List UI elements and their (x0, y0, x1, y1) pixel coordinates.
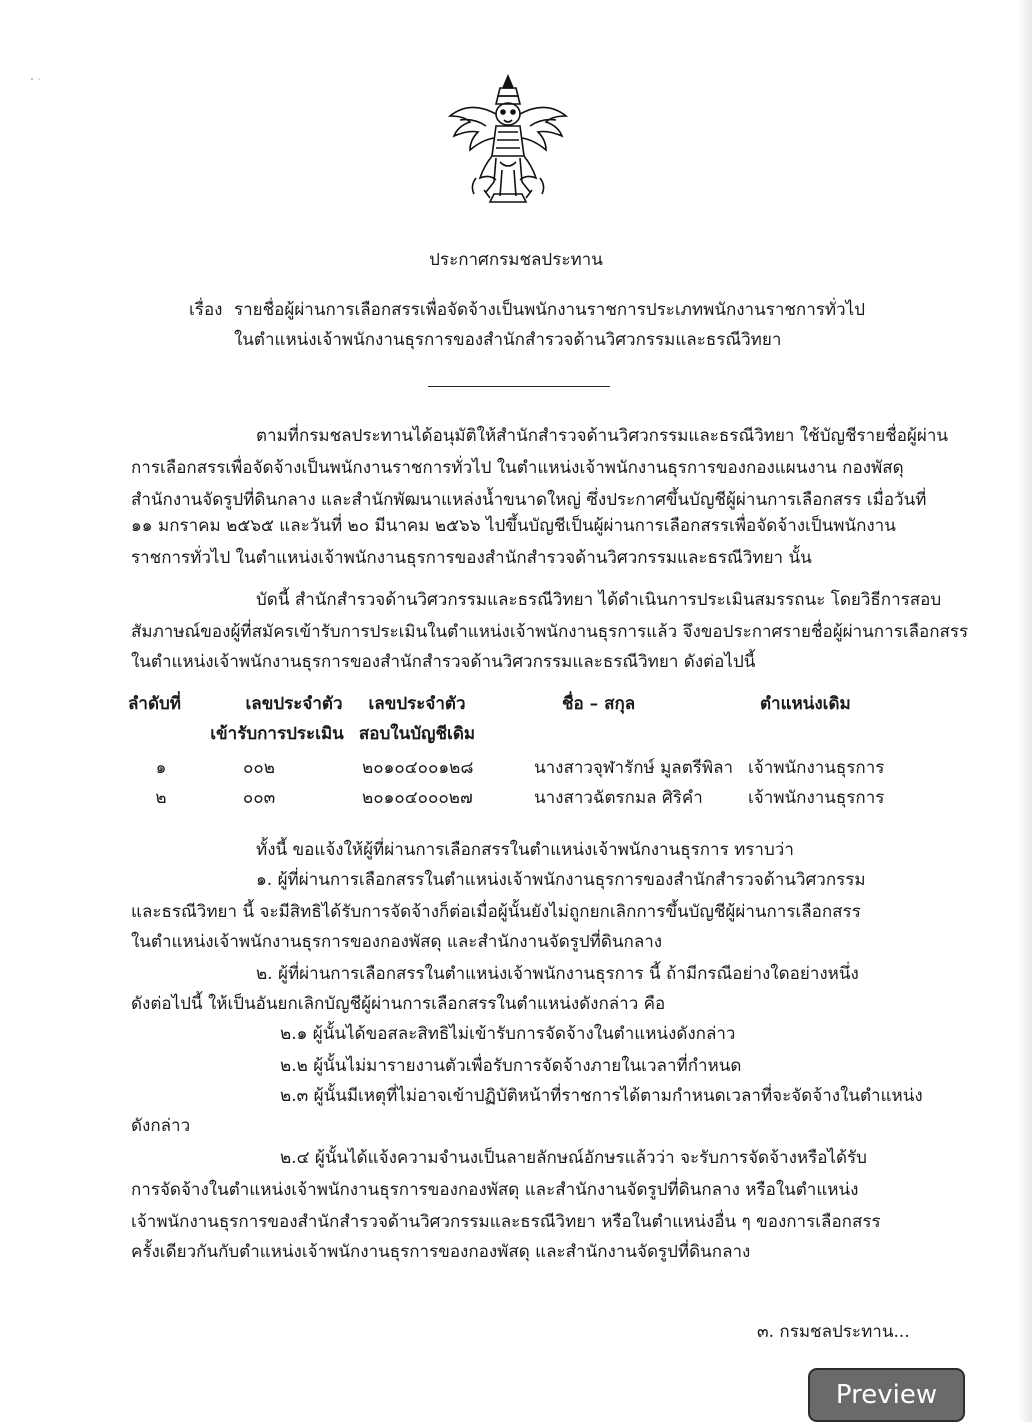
preview-button[interactable]: Preview (808, 1368, 965, 1422)
item-2-4-line: การจัดจ้างในตำแหน่งเจ้าพนักงานธุรการของกองพัสดุ และสำนักงานจัดรูปที่ดินกลาง หรือในตำแหน่ง (131, 1180, 859, 1200)
table-row-order: ๒ (155, 788, 167, 808)
item-1-line: และธรณีวิทยา นี้ จะมีสิทธิได้รับการจัดจ้างก็ต่อเมื่อผู้นั้นยังไม่ถูกยกเลิกการขึ้นบัญชีผู้ผ่านการเลือกสรร (131, 902, 861, 922)
table-header-name: ชื่อ – สกุล (562, 694, 636, 714)
paragraph-1-line: สำนักงานจัดรูปที่ดินกลาง และสำนักพัฒนาแหล่งน้ำขนาดใหญ่ ซึ่งประกาศขึ้นบัญชีผู้ผ่านการเลือกสรร เมื่อวันที่ (131, 490, 927, 510)
table-row-exam-id: ๒๐๑๐๔๐๐๑๒๘ (362, 758, 474, 778)
table-row-position: เจ้าพนักงานธุรการ (748, 788, 885, 808)
table-row-position: เจ้าพนักงานธุรการ (748, 758, 885, 778)
paragraph-1-line: ๑๑ มกราคม ๒๕๖๕ และวันที่ ๒๐ มีนาคม ๒๕๖๖ ไปขึ้นบัญชีเป็นผู้ผ่านการเลือกสรรเพื่อจัดจ้างเป็นพนักงาน (131, 516, 896, 536)
paragraph-2-line: ในตำแหน่งเจ้าพนักงานธุรการของสำนักสำรวจด้านวิศวกรรมและธรณีวิทยา ดังต่อไปนี้ (131, 652, 756, 672)
table-row-eval-id: ๐๐๒ (243, 758, 275, 778)
table-header-exam-id-sub: สอบในบัญชีเดิม (358, 724, 476, 744)
table-header-eval-id: เลขประจำตัว (245, 694, 343, 714)
subject-line-2: ในตำแหน่งเจ้าพนักงานธุรการของสำนักสำรวจด้านวิศวกรรมและธรณีวิทยา (234, 330, 782, 350)
paragraph-2-line: สัมภาษณ์ของผู้ที่สมัครเข้ารับการประเมินในตำแหน่งเจ้าพนักงานธุรการแล้ว จึงขอประกาศรายชื่อผู้ผ่านการเลือกสรร (131, 622, 969, 642)
paragraph-1-line: ราชการทั่วไป ในตำแหน่งเจ้าพนักงานธุรการของสำนักสำรวจด้านวิศวกรรมและธรณีวิทยา นั้น (131, 548, 812, 568)
garuda-emblem-icon (440, 70, 576, 206)
table-header-order: ลำดับที่ (128, 694, 182, 714)
table-row-order: ๑ (155, 758, 167, 778)
item-2-line: ดังต่อไปนี้ ให้เป็นอันยกเลิกบัญชีผู้ผ่านการเลือกสรรในตำแหน่งดังกล่าว คือ (131, 994, 666, 1014)
item-2-line: ๒. ผู้ที่ผ่านการเลือกสรรในตำแหน่งเจ้าพนักงานธุรการ นี้ ถ้ามีกรณีอย่างใดอย่างหนึ่ง (256, 964, 859, 984)
table-header-position: ตำแหน่งเดิม (760, 694, 851, 714)
page-edge-shadow (1018, 0, 1032, 1422)
paragraph-2-line: บัดนี้ สำนักสำรวจด้านวิศวกรรมและธรณีวิทยา ได้ดำเนินการประเมินสมรรถนะ โดยวิธีการสอบ (256, 590, 942, 610)
paragraph-1-line: ตามที่กรมชลประทานได้อนุมัติให้สำนักสำรวจด้านวิศวกรรมและธรณีวิทยา ใช้บัญชีรายชื่อผู้ผ่าน (256, 426, 949, 446)
item-2-2: ๒.๒ ผู้นั้นไม่มารายงานตัวเพื่อรับการจัดจ้างภายในเวลาที่กำหนด (280, 1056, 742, 1076)
subject-label: เรื่อง (189, 300, 223, 320)
item-1-line: ในตำแหน่งเจ้าพนักงานธุรการของกองพัสดุ และสำนักงานจัดรูปที่ดินกลาง (131, 932, 663, 952)
subject-line-1: รายชื่อผู้ผ่านการเลือกสรรเพื่อจัดจ้างเป็นพนักงานราชการประเภทพนักงานราชการทั่วไป (234, 300, 865, 320)
notice-line: ทั้งนี้ ขอแจ้งให้ผู้ที่ผ่านการเลือกสรรในตำแหน่งเจ้าพนักงานธุรการ ทราบว่า (256, 840, 794, 860)
table-header-eval-id-sub: เข้ารับการประเมิน (210, 724, 344, 744)
item-2-3-line: ๒.๓ ผู้นั้นมีเหตุที่ไม่อาจเข้าปฏิบัติหน้าที่ราชการได้ตามกำหนดเวลาที่จะจัดจ้างในตำแหน่ง (280, 1086, 923, 1106)
item-2-4-line: ๒.๔ ผู้นั้นได้แจ้งความจำนงเป็นลายลักษณ์อักษรแล้วว่า จะรับการจัดจ้างหรือได้รับ (280, 1148, 867, 1168)
item-2-3-line: ดังกล่าว (131, 1116, 191, 1136)
table-row-exam-id: ๒๐๑๐๔๐๐๐๒๗ (362, 788, 473, 808)
table-header-exam-id: เลขประจำตัว (368, 694, 466, 714)
item-2-4-line: ครั้งเดียวกันกับตำแหน่งเจ้าพนักงานธุรการของกองพัสดุ และสำนักงานจัดรูปที่ดินกลาง (131, 1242, 751, 1262)
document-heading: ประกาศกรมชลประทาน (429, 250, 603, 270)
table-row-name: นางสาวฉัตรกมล ศิริคำ (534, 788, 703, 808)
table-row-name: นางสาวจุฬารักษ์ มูลตรีพิลา (534, 758, 734, 778)
scan-speck (30, 66, 44, 70)
table-row-eval-id: ๐๐๓ (242, 788, 276, 808)
item-2-1: ๒.๑ ผู้นั้นได้ขอสละสิทธิไม่เข้ารับการจัดจ้างในตำแหน่งดังกล่าว (280, 1024, 736, 1044)
continuation-marker: ๓. กรมชลประทาน... (757, 1322, 910, 1342)
paragraph-1-line: การเลือกสรรเพื่อจัดจ้างเป็นพนักงานราชการทั่วไป ในตำแหน่งเจ้าพนักงานธุรการของกองแผนงาน กองพัสดุ (131, 458, 904, 478)
item-2-4-line: เจ้าพนักงานธุรการของสำนักสำรวจด้านวิศวกรรมและธรณีวิทยา หรือในตำแหน่งอื่น ๆ ของการเลือกสรร (131, 1212, 881, 1232)
heading-divider (428, 386, 610, 387)
item-1-line: ๑. ผู้ที่ผ่านการเลือกสรรในตำแหน่งเจ้าพนักงานธุรการของสำนักสำรวจด้านวิศวกรรม (256, 870, 866, 890)
